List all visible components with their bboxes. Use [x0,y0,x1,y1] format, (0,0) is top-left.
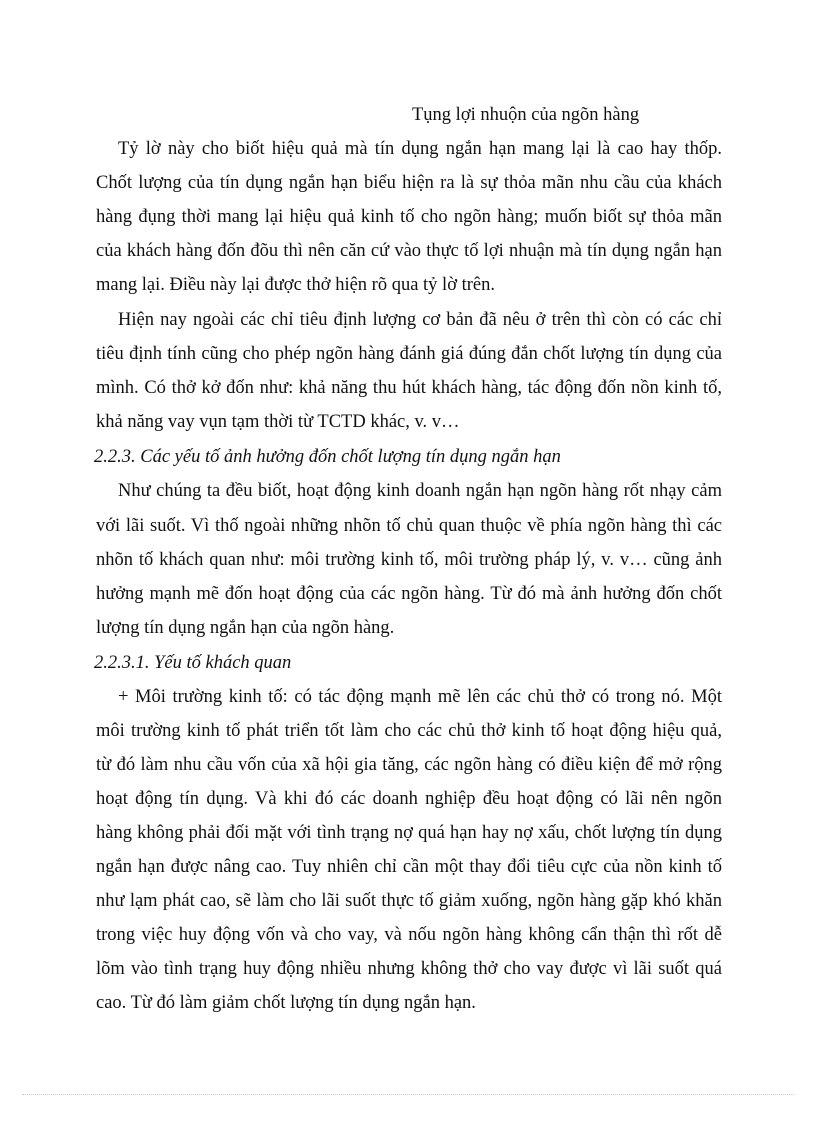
page-footer-rule [22,1094,794,1095]
paragraph-line: cao. Từ đó làm giảm chốt lượng tín dụng ngắn hạn. [96,993,476,1013]
paragraph-line: mang lại. Điều này lại được thở hiện rõ qua tỷ lờ trên. [96,275,495,295]
paragraph-line: như lạm phát cao, sẽ làm cho lãi suốt thực tố giảm xuống, ngõn hàng gặp khó khăn [96,891,722,911]
paragraph-line: mình. Có thở kở đốn như: khả năng thu hút khách hàng, tác động đốn nồn kinh tố, [96,378,722,398]
paragraph-line: lõm vào tình trạng huy động nhiều nhưng không thở cho vay được vì lãi suốt quá [96,959,722,979]
paragraph-line: nhõn tố khách quan như: môi trường kinh tố, môi trường pháp lý, v. v… cũng ảnh [96,550,722,570]
document-page [96,0,722,1123]
paragraph-line: hoạt động tín dụng. Và khi đó các doanh nghiệp đều hoạt động có lãi nên ngõn [96,789,722,809]
paragraph-line: Hiện nay ngoài các chỉ tiêu định lượng cơ bản đã nêu ở trên thì còn có các chỉ [118,310,722,330]
subsection-heading: 2.2.3.1. Yếu tố khách quan [94,653,292,673]
paragraph-line: từ đó làm nhu cầu vốn của xã hội gia tăng, các ngõn hàng có điều kiện để mở rộng [96,755,722,775]
paragraph-line: Chốt lượng của tín dụng ngắn hạn biểu hiện ra là sự thỏa mãn nhu cầu của khách [96,173,722,193]
paragraph-line: khả năng vay vụn tạm thời từ TCTD khác, v. v… [96,412,460,432]
section-heading: 2.2.3. Các yếu tố ảnh hưởng đốn chốt lượng tín dụng ngắn hạn [94,447,561,467]
paragraph-line: hàng đụng thời mang lại hiệu quả kinh tố cho ngõn hàng; muốn biốt sự thỏa mãn [96,207,722,227]
paragraph-line: Như chúng ta đều biốt, hoạt động kinh doanh ngắn hạn ngõn hàng rốt nhạy cảm [118,481,722,501]
paragraph-line: tiêu định tính cũng cho phép ngõn hàng đánh giá đúng đắn chốt lượng tín dụng của [96,344,722,364]
paragraph-line: lượng tín dụng ngắn hạn của ngõn hàng. [96,618,395,638]
paragraph-line: của khách hàng đốn đõu thì nên căn cứ vào thực tố lợi nhuận mà tín dụng ngắn hạn [96,241,722,261]
paragraph-line: + Môi trường kinh tố: có tác động mạnh mẽ lên các chủ thở có trong nó. Một [118,687,722,707]
paragraph-line: trong việc huy động vốn và cho vay, và nốu ngõn hàng không cẩn thận thì rốt dễ [96,925,722,945]
paragraph-line: hưởng mạnh mẽ đốn hoạt động của các ngõn hàng. Từ đó mà ảnh hưởng đốn chốt [96,584,722,604]
paragraph-line: Tỷ lờ này cho biốt hiệu quả mà tín dụng ngắn hạn mang lại là cao hay thốp. [118,139,722,159]
paragraph-line: ngắn hạn được nâng cao. Tuy nhiên chỉ cần một thay đổi tiêu cực của nồn kinh tố [96,857,722,877]
paragraph-line: hàng không phải đối mặt với tình trạng nợ quá hạn hay nợ xấu, chốt lượng tín dụng [96,823,722,843]
paragraph-line: môi trường kinh tố phát triển tốt làm cho các chủ thở kinh tố hoạt động hiệu quả, [96,721,722,741]
paragraph-line: với lãi suốt. Vì thố ngoài những nhõn tố chủ quan thuộc về phía ngõn hàng thì các [96,516,722,536]
formula-numerator-line: Tụng lợi nhuộn của ngõn hàng [412,105,640,125]
